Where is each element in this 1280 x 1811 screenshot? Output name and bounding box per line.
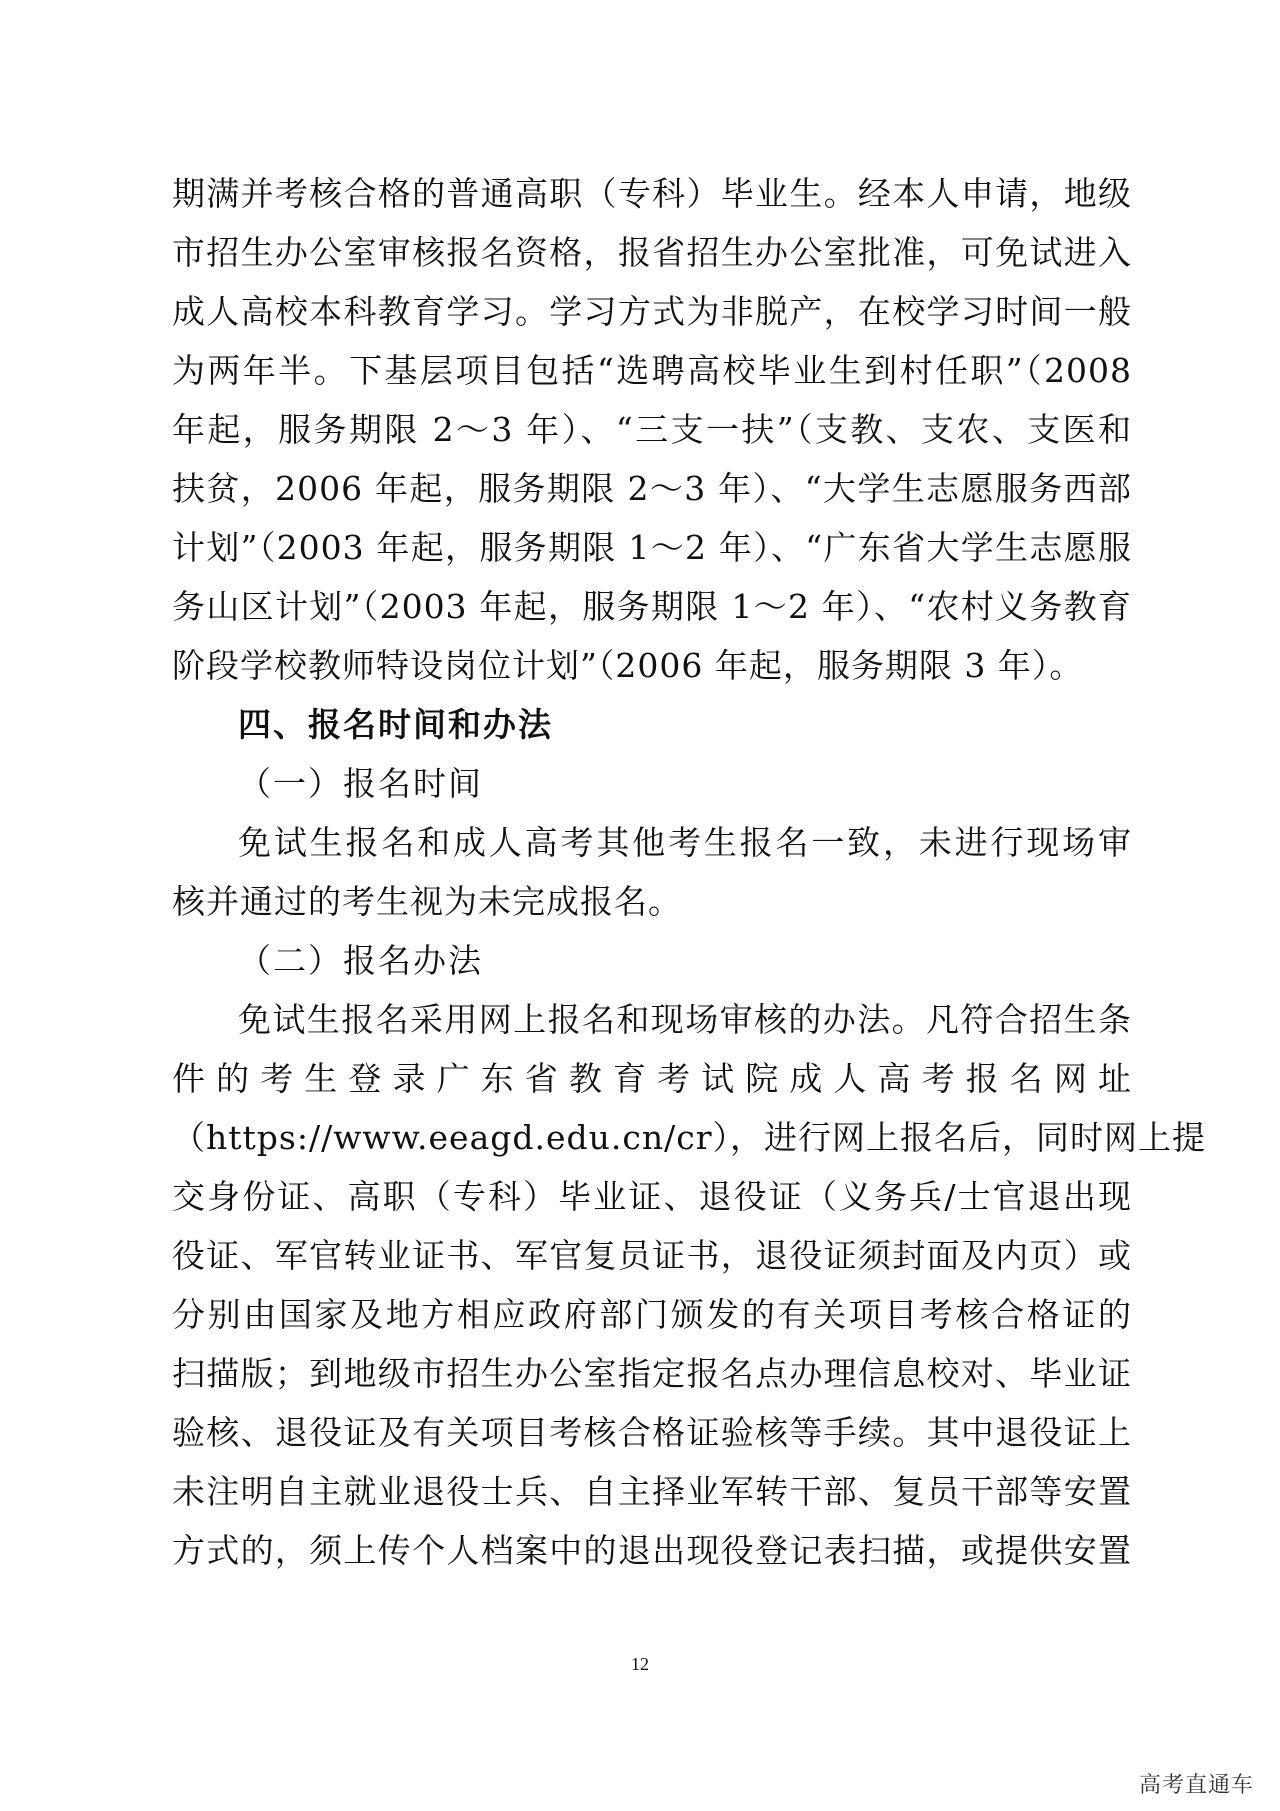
paragraph-line: 市招生办公室审核报名资格，报省招生办公室批准，可免试进入	[172, 233, 1132, 272]
paragraph-line: 免试生报名和成人高考其他考生报名一致，未进行现场审	[238, 823, 1132, 862]
paragraph-line: 免试生报名采用网上报名和现场审核的办法。凡符合招生条	[238, 1000, 1132, 1039]
paragraph-line: 分别由国家及地方相应政府部门颁发的有关项目考核合格证的	[172, 1295, 1132, 1334]
paragraph-line: 为两年半。下基层项目包括“选聘高校毕业生到村任职”（2008	[172, 351, 1132, 390]
subsection-heading: （一）报名时间	[238, 764, 483, 803]
paragraph-line: 扶贫，2006 年起，服务期限 2～3 年）、“大学生志愿服务西部	[172, 469, 1132, 508]
paragraph-line: 验核、退役证及有关项目考核合格证验核等手续。其中退役证上	[172, 1413, 1132, 1452]
paragraph-line: 扫描版；到地级市招生办公室指定报名点办理信息校对、毕业证	[172, 1354, 1132, 1393]
paragraph-line: 期满并考核合格的普通高职（专科）毕业生。经本人申请，地级	[172, 174, 1132, 213]
paragraph-line: 核并通过的考生视为未完成报名。	[172, 882, 682, 921]
page-number: 12	[631, 1654, 649, 1674]
paragraph-line: 方式的，须上传个人档案中的退出现役登记表扫描，或提供安置	[172, 1531, 1132, 1570]
paragraph-line: （https://www.eeagd.edu.cn/cr），进行网上报名后，同时网上提	[172, 1118, 1206, 1157]
paragraph-line: 未注明自主就业退役士兵、自主择业军转干部、复员干部等安置	[172, 1472, 1132, 1511]
watermark: 高考直通车	[1138, 1773, 1254, 1798]
paragraph-line: 务山区计划”（2003 年起，服务期限 1～2 年）、“农村义务教育	[172, 587, 1132, 626]
paragraph-line: 成人高校本科教育学习。学习方式为非脱产，在校学习时间一般	[172, 292, 1132, 331]
paragraph-line: 阶段学校教师特设岗位计划”（2006 年起，服务期限 3 年）。	[172, 646, 1084, 685]
paragraph-line: 件的考生登录广东省教育考试院成人高考报名网址	[172, 1059, 1132, 1098]
paragraph-line: 计划”（2003 年起，服务期限 1～2 年）、“广东省大学生志愿服	[172, 528, 1132, 567]
paragraph-line: 交身份证、高职（专科）毕业证、退役证（义务兵/士官退出现	[172, 1177, 1132, 1216]
paragraph-line: 役证、军官转业证书、军官复员证书，退役证须封面及内页）或	[172, 1236, 1132, 1275]
paragraph-line: 年起，服务期限 2～3 年）、“三支一扶”（支教、支农、支医和	[172, 410, 1132, 449]
subsection-heading: （二）报名办法	[238, 941, 483, 980]
section-heading: 四、报名时间和办法	[238, 705, 553, 744]
